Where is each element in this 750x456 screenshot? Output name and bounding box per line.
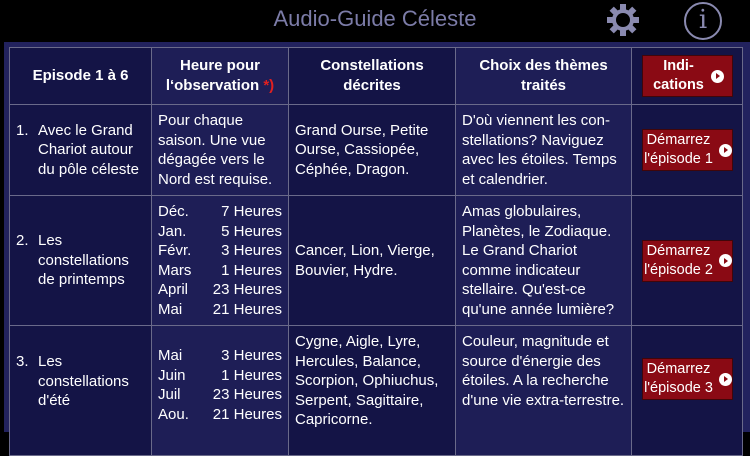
schedule-month: Févr. (158, 242, 192, 259)
start-episode-label: Démarrez l'épisode 2 (644, 242, 713, 278)
schedule-month: Jan. (158, 222, 187, 240)
schedule-hour: 23 Heures (212, 386, 282, 403)
schedule-month: Déc. (158, 203, 189, 220)
schedule-month: Juil (158, 386, 181, 403)
schedule-month: Aou. (158, 405, 189, 423)
info-icon[interactable]: i (684, 2, 722, 40)
episode-cell (10, 105, 152, 196)
schedule-month: April (158, 281, 189, 298)
constellations-cell: Cygne, Aigle, Lyre, Hercules, Balance, Scorpion, Ophiuchus, Serpent, Sagittaire, Capricorne. (289, 326, 456, 456)
schedule (158, 202, 282, 319)
table-row (10, 105, 743, 196)
header-indications (632, 48, 743, 105)
schedule (158, 346, 282, 424)
schedule-hour: 1 Heures (221, 366, 282, 384)
time-text: Pour chaque saison. Une vue dégagée vers le Nord est requise. (158, 112, 273, 188)
themes-cell: Amas globulaires, Planètes, le Zodiaque. Le Grand Chariot comme indicateur stellaire. Qu'est-ce qu'une année lumière? (456, 196, 632, 326)
time-cell (152, 105, 289, 196)
schedule-hour: 23 Heures (212, 281, 282, 298)
themes-cell: Couleur, magnitude et source d'énergie des étoiles. A la recherche d'une vie extra-terrestre. (456, 326, 632, 456)
schedule-hour: 21 Heures (212, 405, 282, 423)
header-time (152, 48, 289, 105)
action-cell (632, 196, 743, 326)
schedule-month: Mars (158, 261, 192, 279)
episode-number: 1. (16, 121, 29, 139)
header-episode: Episode 1 à 6 (10, 48, 152, 105)
episode-number: 2. (16, 232, 29, 250)
episode-cell (10, 326, 152, 456)
header-time-label: Heure pour l‘observation (165, 57, 260, 94)
episode-name: Les constellations de printemps (38, 232, 129, 289)
start-episode-label: Démarrez l'épisode 1 (644, 132, 713, 167)
constellations-cell: Cancer, Lion, Vierge, Bouvier, Hydre. (289, 196, 456, 326)
time-cell (152, 196, 289, 326)
schedule-month: Mai (158, 300, 183, 318)
episode-name: Avec le Grand Chariot autour du pôle céleste (38, 121, 139, 178)
action-cell (632, 105, 743, 196)
header-constellations: Constellations décrites (289, 48, 456, 105)
start-episode-button[interactable] (642, 240, 733, 282)
indications-button[interactable] (642, 55, 733, 97)
action-cell (632, 326, 743, 456)
schedule-hour: 3 Heures (221, 347, 282, 364)
time-cell (152, 326, 289, 456)
app-title: Audio-Guide Céleste (273, 6, 477, 31)
start-episode-button[interactable] (642, 358, 733, 400)
schedule-hour: 5 Heures (221, 222, 282, 240)
start-episode-button[interactable] (642, 129, 733, 171)
constellations-cell: Grand Ourse, Petite Ourse, Cassiopée, Céphée, Dragon. (289, 105, 456, 196)
schedule-hour: 1 Heures (221, 261, 282, 279)
themes-cell: D'où viennent les con-stellations? Naviguez avec les étoiles. Temps et calendrier. (456, 105, 632, 196)
start-episode-label: Démarrez l'épisode 3 (644, 361, 713, 396)
episode-cell (10, 196, 152, 326)
table-row (10, 196, 743, 326)
table-row (10, 326, 743, 456)
episode-table (9, 47, 743, 456)
header-themes: Choix des thèmes traités (456, 48, 632, 105)
schedule-month: Juin (158, 366, 186, 384)
play-circle-icon (719, 373, 732, 386)
episode-title (16, 352, 145, 411)
episode-title (16, 231, 145, 290)
episode-name: Les constellations d'été (38, 353, 129, 409)
episode-number: 3. (16, 353, 29, 370)
episode-title (16, 121, 145, 180)
play-circle-icon (711, 70, 724, 83)
footnote-mark: *) (263, 77, 275, 94)
gear-icon[interactable] (606, 3, 640, 37)
schedule-hour: 3 Heures (221, 242, 282, 259)
schedule-month: Mai (158, 347, 183, 364)
play-circle-icon (719, 254, 732, 267)
schedule-hour: 21 Heures (212, 300, 282, 318)
play-circle-icon (719, 144, 732, 157)
indications-label: Indi-cations (653, 58, 704, 93)
schedule-hour: 7 Heures (221, 203, 282, 220)
